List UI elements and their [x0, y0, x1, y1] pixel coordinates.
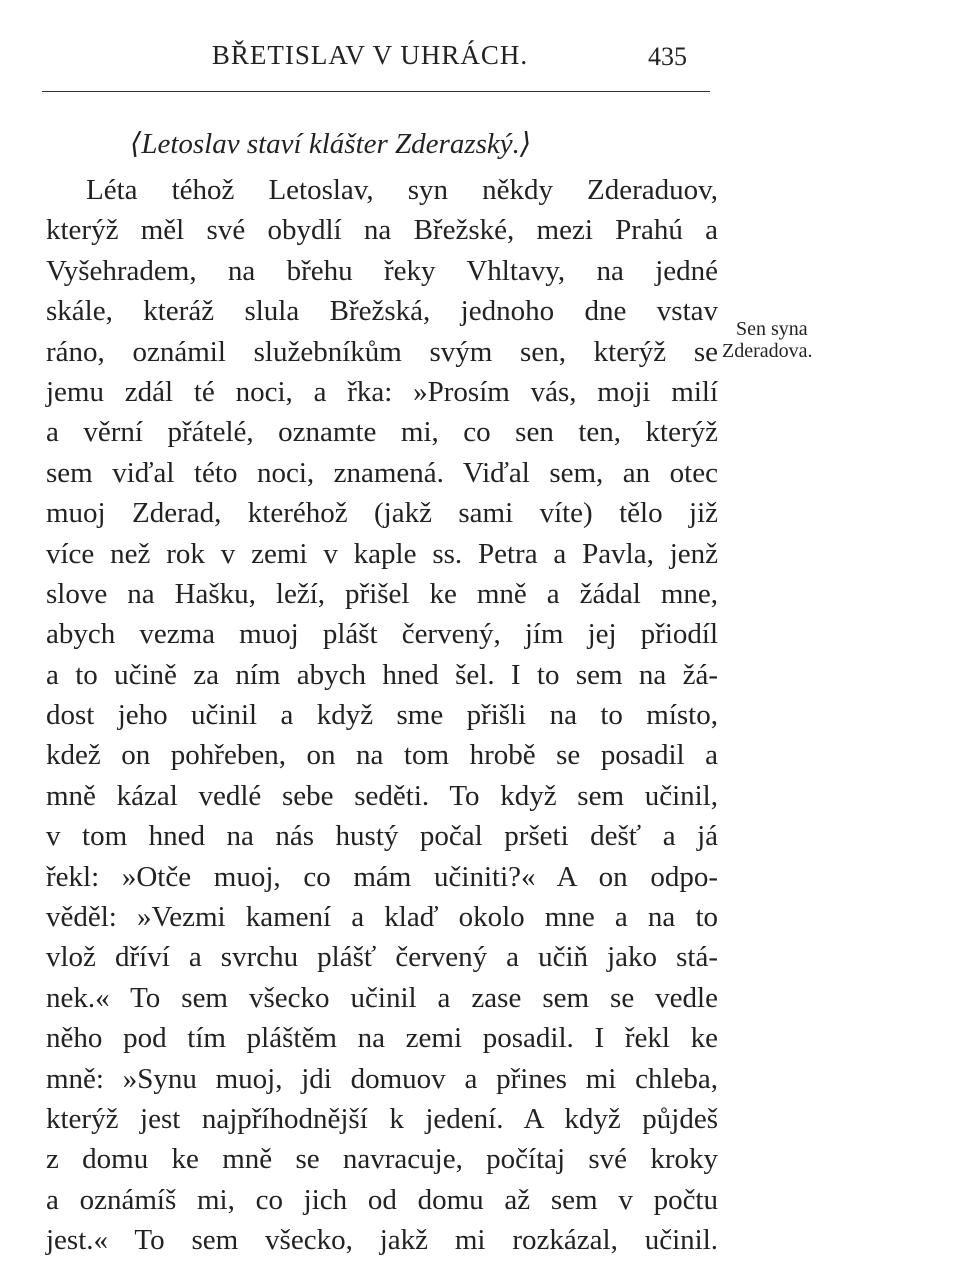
text-line: z domu ke mně se navracuje, počítaj své kroky: [46, 1143, 718, 1176]
section-heading: ⟨Letoslav staví klášter Zderazský.⟩: [130, 128, 532, 160]
text-line: Léta téhož Letoslav, syn někdy Zderaduov,: [86, 174, 718, 206]
text-line: abych vezma muoj plášt červený, jím jej přiodíl: [46, 618, 718, 651]
header-rule: [42, 91, 710, 92]
text-line: více než rok v zemi v kaple ss. Petra a Pavla, jenž: [46, 537, 718, 570]
text-line: a věrní přátelé, oznamte mi, co sen ten, kterýž: [46, 416, 718, 449]
margin-note-line: Zderadova.: [722, 340, 813, 362]
text-line: kdež on pohřeben, on na tom hrobě se posadil a: [46, 739, 718, 772]
text-line: skále, kteráž slula Břežská, jednoho dne vstav: [46, 295, 718, 328]
text-line: a to učině za ním abych hned šel. I to sem na žá-: [46, 658, 718, 691]
margin-note: [722, 318, 882, 362]
text-line: a oznámíš mi, co jich od domu až sem v počtu: [46, 1183, 718, 1216]
text-line: v tom hned na nás hustý počal pršeti dešť a já: [46, 820, 718, 853]
text-line: věděl: »Vezmi kamení a klaď okolo mne a na to: [46, 901, 718, 934]
text-line: slove na Hašku, leží, přišel ke mně a žádal mne,: [46, 577, 718, 610]
page-number: 435: [648, 42, 687, 71]
text-line: jemu zdál té noci, a řka: »Prosím vás, moji milí: [46, 375, 718, 408]
text-line: ráno, oznámil služebníkům svým sen, kterýž se: [46, 335, 718, 368]
text-line: mně: »Synu muoj, jdi domuov a přines mi chleba,: [46, 1062, 718, 1095]
text-line: muoj Zderad, kteréhož (jakž sami víte) tělo již: [46, 497, 718, 530]
text-line: kterýž měl své obydlí na Břežské, mezi Prahú a: [46, 214, 718, 247]
text-line: jest.« To sem všecko, jakž mi rozkázal, učinil.: [46, 1224, 718, 1257]
text-line: sem viďal této noci, znamená. Viďal sem, an otec: [46, 456, 718, 489]
margin-note-line: Sen syna: [736, 318, 808, 340]
text-line: dost jeho učinil a když sme přišli na to místo,: [46, 699, 718, 732]
text-line: nek.« To sem všecko učinil a zase sem se vedle: [46, 981, 718, 1014]
running-title: BŘETISLAV V UHRÁCH.: [211, 40, 529, 70]
text-line: něho pod tím pláštěm na zemi posadil. I řekl ke: [46, 1022, 718, 1055]
body-paragraph: [46, 170, 718, 1261]
text-line: Vyšehradem, na břehu řeky Vhltavy, na jedné: [46, 254, 718, 287]
text-line: vlož dříví a svrchu plášť červený a učiň jako stá-: [46, 941, 718, 974]
text-line: řekl: »Otče muoj, co mám učiniti?« A on odpo-: [46, 860, 718, 893]
text-line: kterýž jest najpříhodnější k jedení. A když půjdeš: [46, 1102, 718, 1135]
text-line: mně kázal vedlé sebe seděti. To když sem učinil,: [46, 779, 718, 812]
